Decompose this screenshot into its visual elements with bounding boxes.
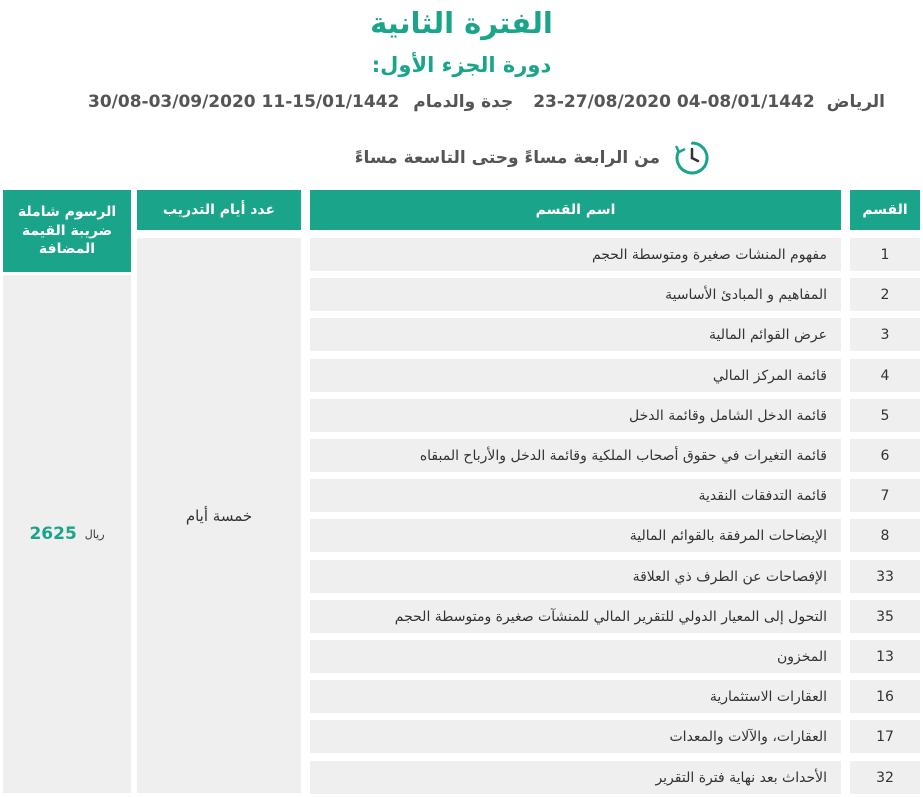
row-section-name: قائمة المركز المالي <box>310 359 841 392</box>
row-section-name: المفاهيم و المبادئ الأساسية <box>310 278 841 311</box>
jeddah-dates: 30/08-03/09/2020 11-15/01/1442 <box>88 92 400 112</box>
course-subtitle: دورة الجزء الأول: <box>371 53 552 77</box>
row-number: 1 <box>850 238 920 271</box>
header-training-days: عدد أيام التدريب <box>137 190 301 230</box>
row-section-name: الإفصاحات عن الطرف ذي العلاقة <box>310 560 841 593</box>
riyadh-dates: 23-27/08/2020 04-08/01/1442 <box>533 92 815 112</box>
header-section-name: اسم القسم <box>310 190 841 230</box>
time-row <box>290 140 710 176</box>
riyadh-label: الرياض <box>826 92 885 112</box>
row-number: 2 <box>850 278 920 311</box>
row-number: 5 <box>850 399 920 432</box>
clock-icon <box>674 140 710 176</box>
header-fees: الرسوم شاملة ضريبة القيمة المضافة <box>3 190 131 272</box>
fee-amount: 2625 <box>29 524 77 544</box>
row-section-name: عرض القوائم المالية <box>310 318 841 351</box>
row-number: 6 <box>850 439 920 472</box>
fee-cell <box>3 275 131 793</box>
time-range: من الرابعة مساءً وحتى التاسعة مساءً <box>354 148 660 168</box>
header-section-number: القسم <box>850 190 920 230</box>
row-section-name: التحول إلى المعيار الدولي للتقرير المالي للمنشآت صغيرة ومتوسطة الحجم <box>310 600 841 633</box>
row-number: 7 <box>850 479 920 512</box>
riyadh-schedule <box>533 92 885 120</box>
row-section-name: المخزون <box>310 640 841 673</box>
training-days-value: خمسة أيام <box>185 506 253 525</box>
row-section-name: قائمة الدخل الشامل وقائمة الدخل <box>310 399 841 432</box>
row-number: 32 <box>850 761 920 794</box>
row-number: 13 <box>850 640 920 673</box>
row-number: 3 <box>850 318 920 351</box>
fee-currency: ريال <box>84 527 105 541</box>
training-days-cell <box>137 238 301 793</box>
row-number: 17 <box>850 720 920 753</box>
row-number: 35 <box>850 600 920 633</box>
period-title: الفترة الثانية <box>370 6 553 40</box>
jeddah-label: جدة والدمام <box>413 92 514 112</box>
jeddah-schedule <box>88 92 513 120</box>
row-section-name: العقارات، والآلات والمعدات <box>310 720 841 753</box>
row-number: 4 <box>850 359 920 392</box>
row-section-name: قائمة التدفقات النقدية <box>310 479 841 512</box>
row-section-name: الإيضاحات المرفقة بالقوائم المالية <box>310 519 841 552</box>
row-section-name: الأحداث بعد نهاية فترة التقرير <box>310 761 841 794</box>
row-section-name: العقارات الاستثمارية <box>310 680 841 713</box>
row-number: 16 <box>850 680 920 713</box>
row-number: 8 <box>850 519 920 552</box>
row-section-name: قائمة التغيرات في حقوق أصحاب الملكية وقائمة الدخل والأرباح المبقاه <box>310 439 841 472</box>
row-section-name: مفهوم المنشات صغيرة ومتوسطة الحجم <box>310 238 841 271</box>
row-number: 33 <box>850 560 920 593</box>
